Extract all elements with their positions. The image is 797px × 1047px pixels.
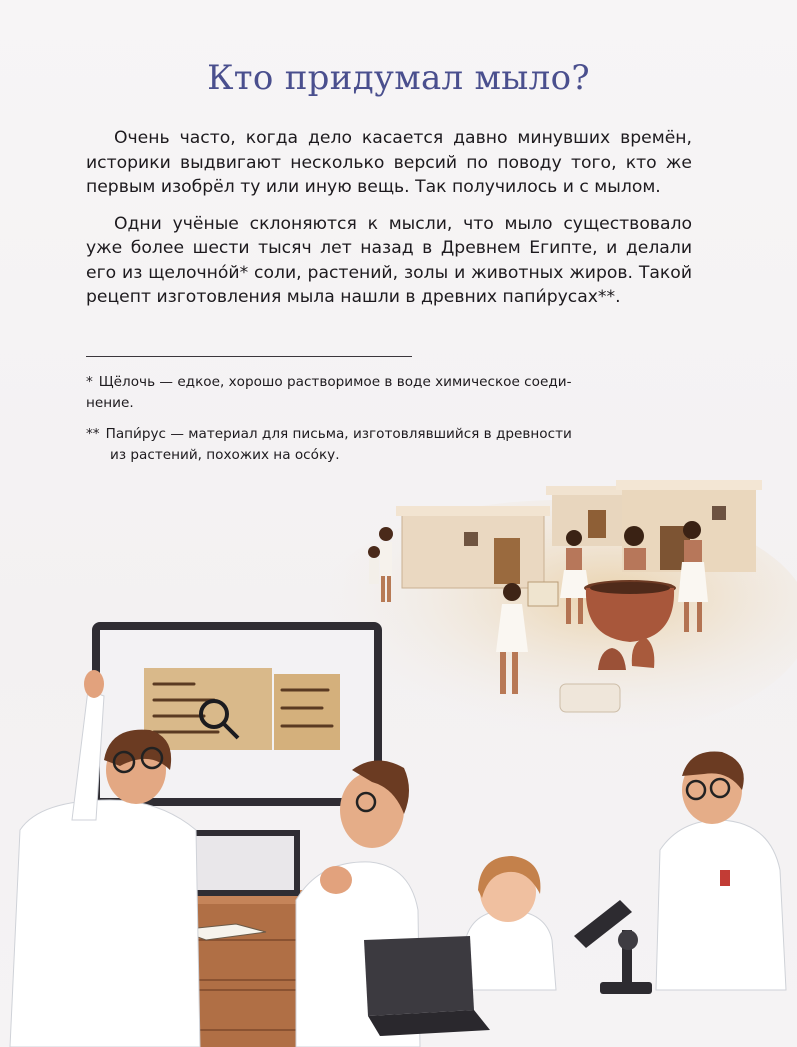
footnote-mark: * [86, 374, 93, 390]
footnote-papyrus [86, 424, 686, 466]
footnote-divider [86, 356, 412, 357]
footnote-alkali [86, 372, 686, 414]
footnote-text-line2: нение. [86, 395, 134, 411]
footnote-mark: ** [86, 426, 100, 442]
page-title: Кто придумал мыло? [207, 58, 590, 98]
footnote-text-line1: Щёлочь — едкое, хорошо растворимое в воде химическое соеди- [98, 374, 572, 390]
footnote-text-line2: из растений, похожих на осо́ку. [110, 447, 340, 463]
footnotes [86, 372, 686, 476]
illustration [0, 470, 797, 1047]
paragraph-1: Очень часто, когда дело касается давно минувших времён, историки выдвигают несколько версий по поводу того, кто же первым изобрёл ту или иную вещь. Так получилось и с мылом. [86, 128, 692, 197]
illustration-svg [0, 470, 797, 1047]
microscope [574, 900, 652, 994]
paragraph-2: Одни учёные склоняются к мысли, что мыло существовало уже более шести тысяч лет назад в Древнем Египте, и делали его из щелочно́й* соли, растений, золы и животных жиров. Такой рецепт изготовления мыла нашли в древних папи́русах**. [86, 213, 692, 307]
scientist-right [656, 752, 786, 991]
footnote-text-line1: Папи́рус — материал для письма, изготовлявшийся в древности [105, 426, 572, 442]
main-text [86, 126, 692, 322]
scientist-girl [462, 856, 556, 990]
